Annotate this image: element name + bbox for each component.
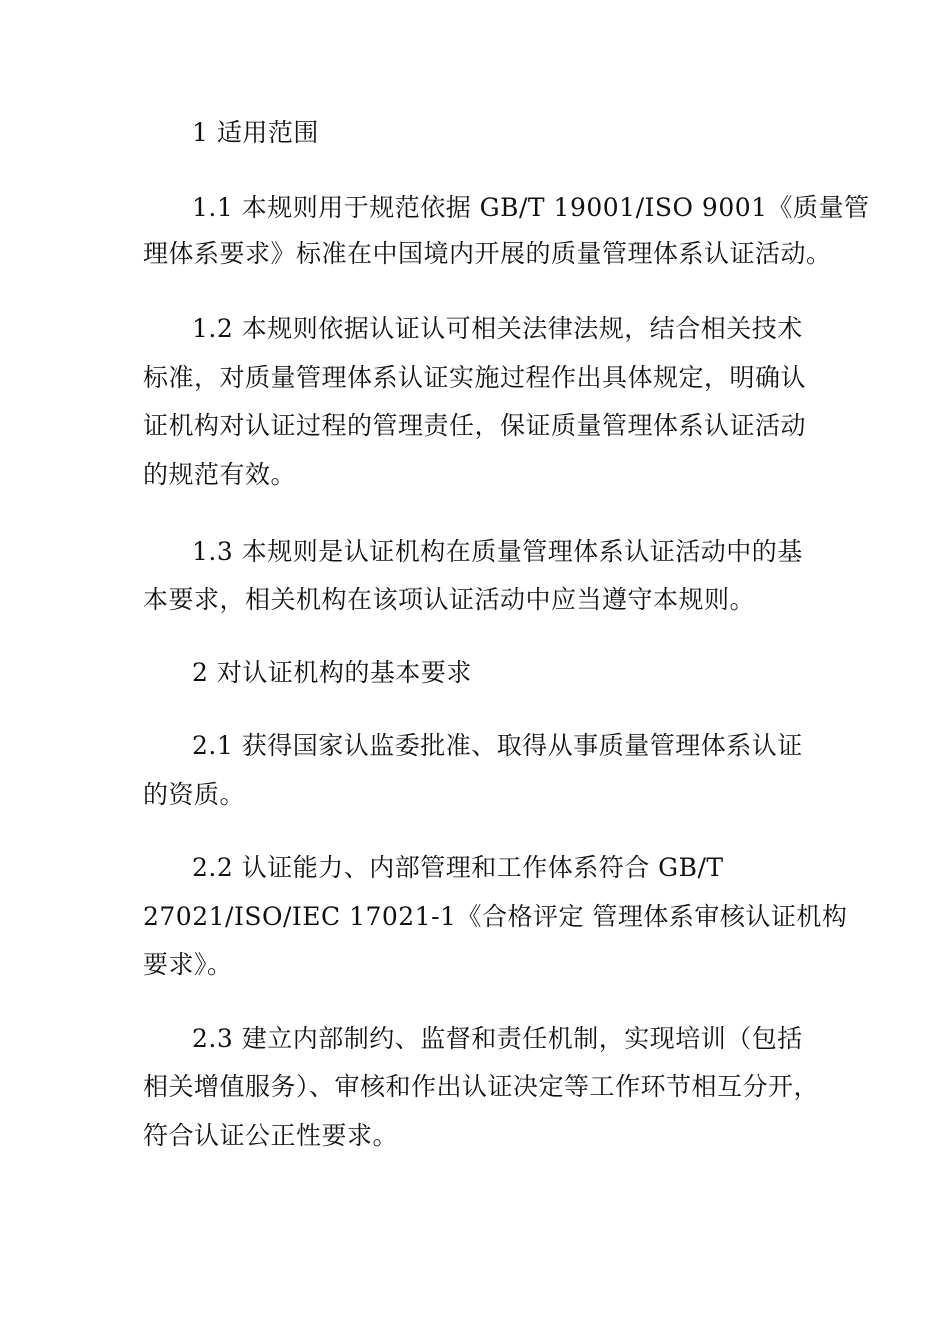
paragraph-2-1-line-2: 的资质。 — [143, 780, 246, 809]
paragraph-2-3-line-2: 相关增值服务）、审核和作出认证决定等工作环节相互分开， — [143, 1072, 820, 1101]
paragraph-2-2-line-3: 要求》。 — [143, 950, 233, 979]
paragraph-1-2-line-2: 标准，对质量管理体系认证实施过程作出具体规定，明确认 — [143, 363, 807, 392]
paragraph-1-1-line-2: 理体系要求》标准在中国境内开展的质量管理体系认证活动。 — [143, 239, 832, 268]
paragraph-1-1-line-1: 1.1 本规则用于规范依据 GB/T 19001/ISO 9001《质量管 — [192, 193, 870, 222]
paragraph-1-3-line-1: 1.3 本规则是认证机构在质量管理体系认证活动中的基 — [192, 537, 803, 566]
paragraph-1-2-line-4: 的规范有效。 — [143, 460, 297, 489]
paragraph-2-2-line-1: 2.2 认证能力、内部管理和工作体系符合 GB/T — [192, 853, 724, 882]
paragraph-1-2-line-3: 证机构对认证过程的管理责任，保证质量管理体系认证活动 — [143, 411, 807, 440]
paragraph-1-2-line-1: 1.2 本规则依据认证认可相关法律法规，结合相关技术 — [192, 314, 803, 343]
paragraph-2-1-line-1: 2.1 获得国家认监委批准、取得从事质量管理体系认证 — [192, 731, 803, 760]
section-heading-2: 2 对认证机构的基本要求 — [192, 658, 472, 687]
paragraph-2-3-line-3: 符合认证公正性要求。 — [143, 1121, 399, 1150]
paragraph-2-3-line-1: 2.3 建立内部制约、监督和责任机制，实现培训（包括 — [192, 1024, 803, 1053]
section-heading-1: 1 适用范围 — [192, 118, 319, 147]
paragraph-2-2-line-2: 27021/ISO/IEC 17021-1《合格评定 管理体系审核认证机构 — [143, 902, 848, 931]
paragraph-1-3-line-2: 本要求，相关机构在该项认证活动中应当遵守本规则。 — [143, 585, 756, 614]
